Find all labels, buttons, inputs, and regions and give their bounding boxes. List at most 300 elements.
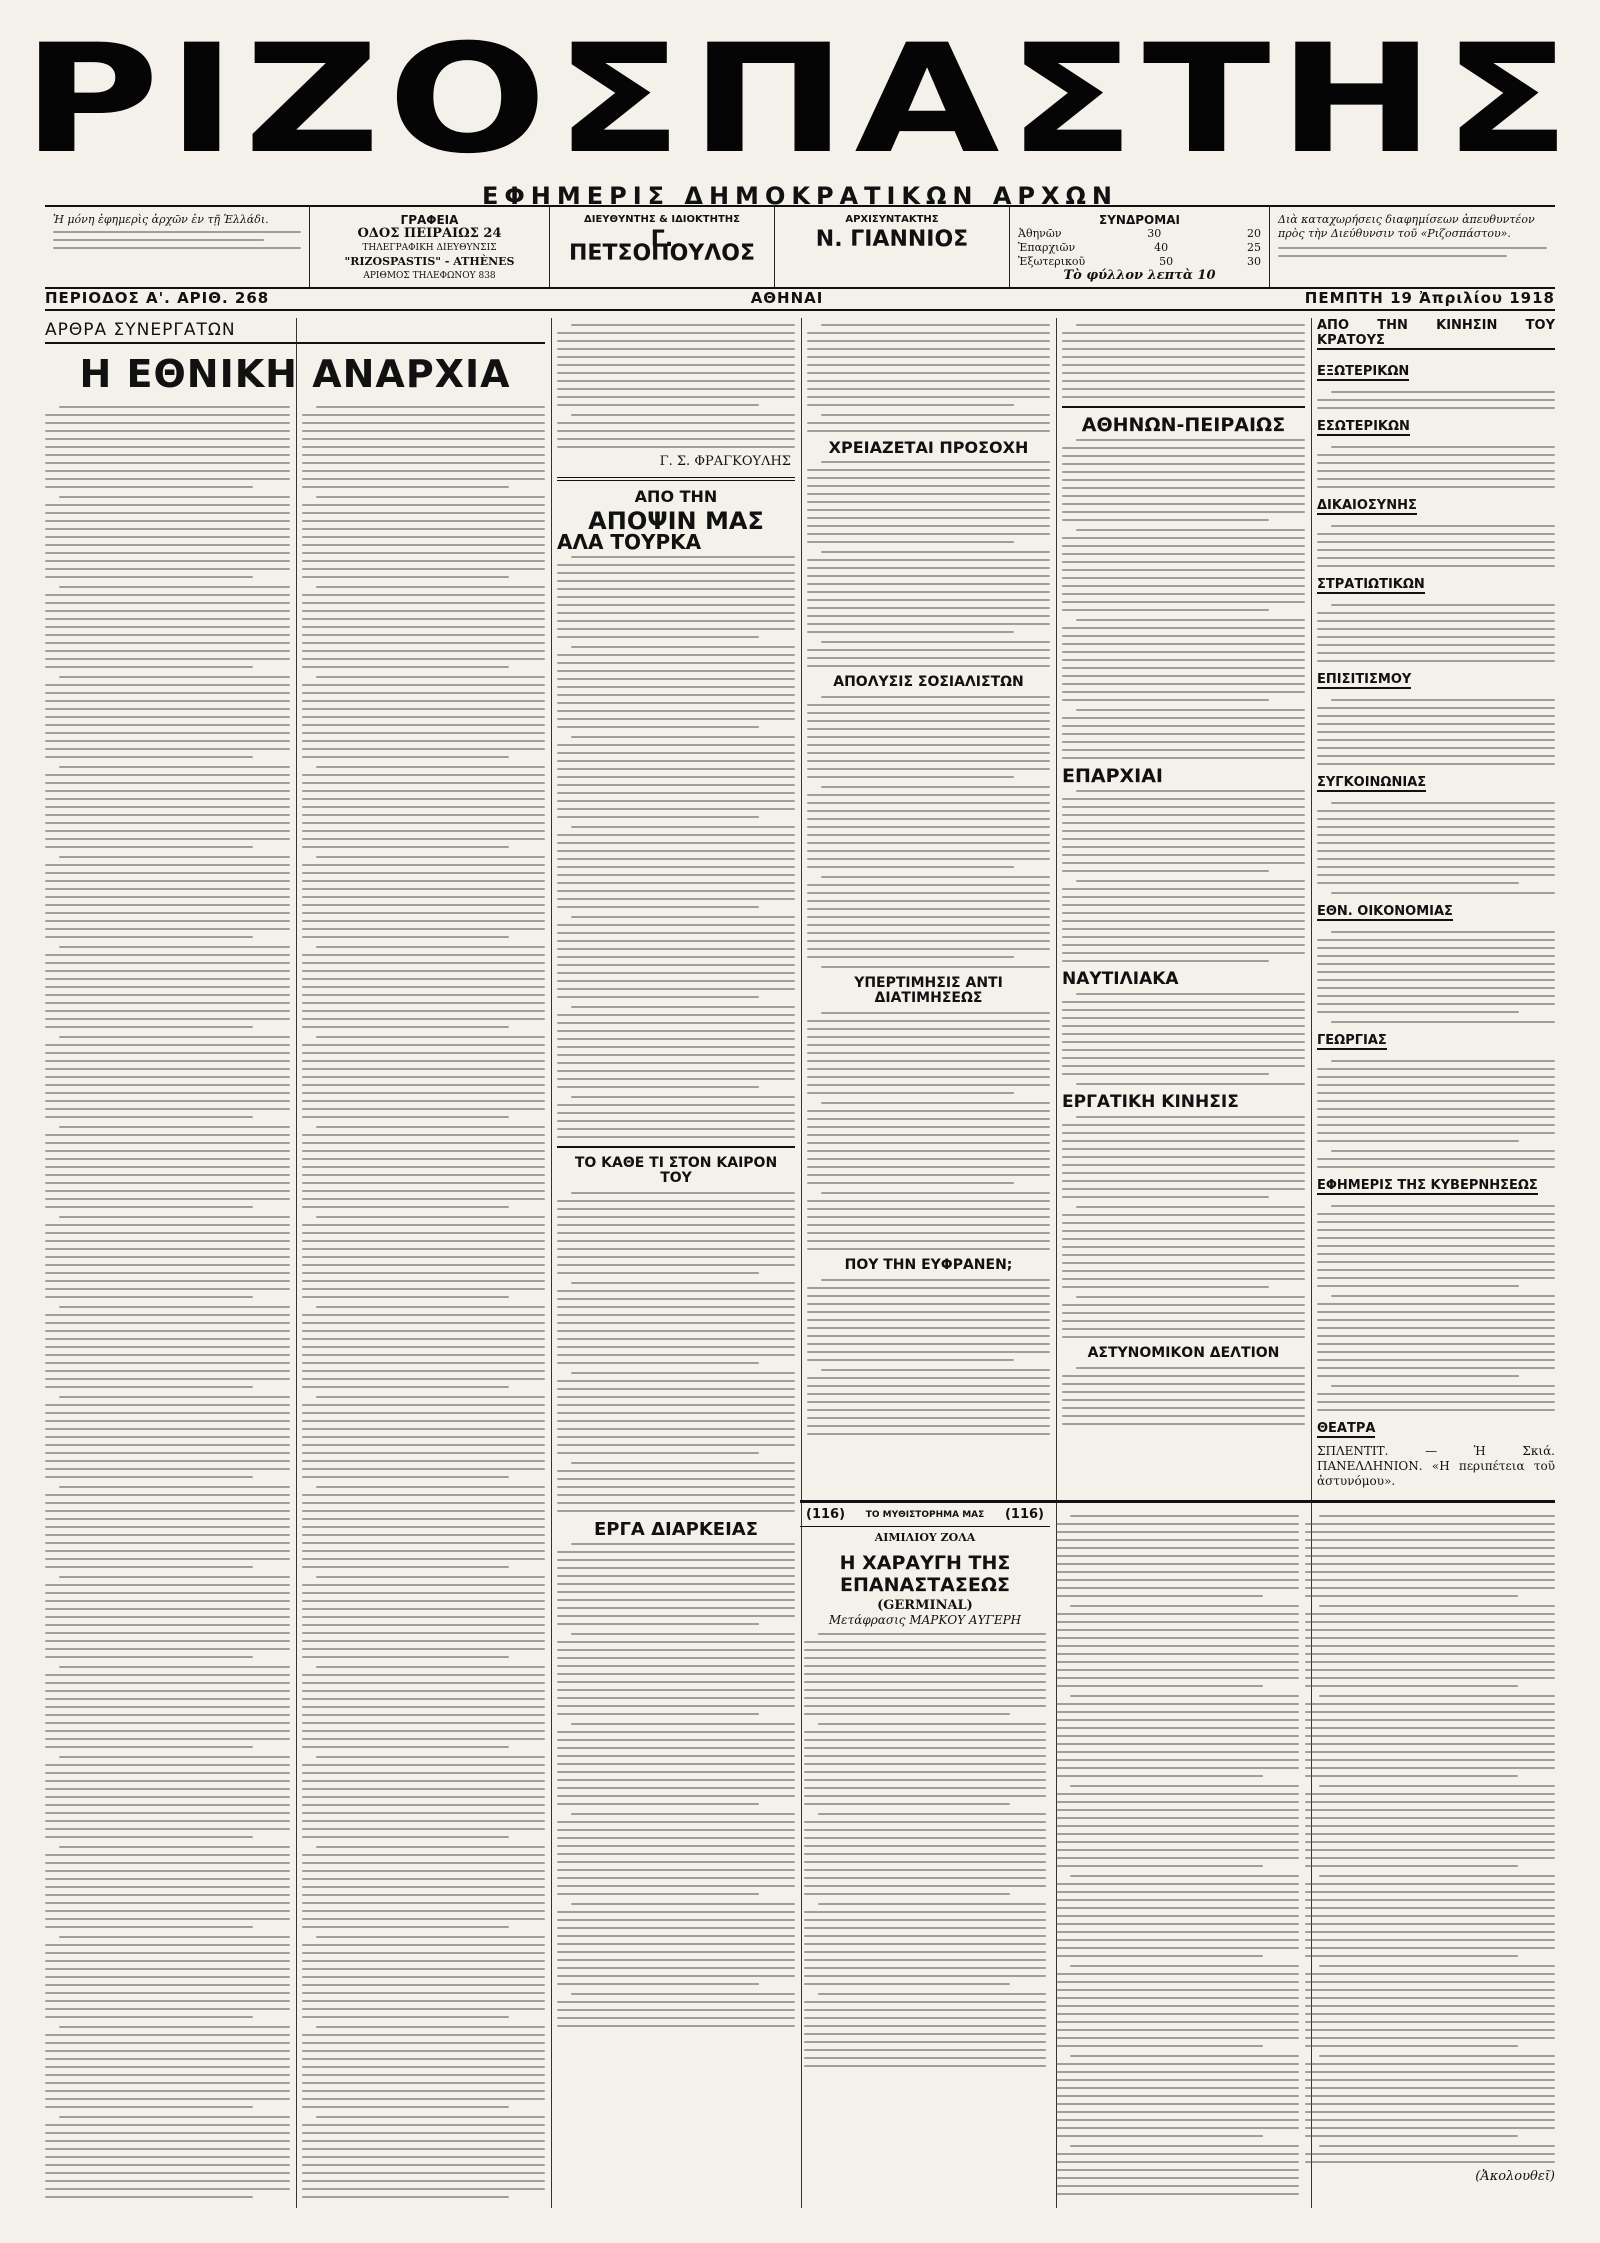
text-line [302, 798, 545, 800]
text-line [557, 1697, 795, 1699]
motto: Ἡ μόνη ἐφημερὶς ἀρχῶν ἐν τῇ Ἑλλάδι. [53, 213, 269, 226]
text-line [45, 1968, 290, 1970]
text-line [804, 1665, 1046, 1667]
text-line [1076, 709, 1305, 711]
text-line [557, 1951, 795, 1953]
subsection-headline: ΕΣΩΤΕΡΙΚΩΝ [1317, 419, 1410, 434]
text-line [1305, 1563, 1555, 1565]
text-line [1331, 892, 1555, 894]
text-line [1319, 1785, 1555, 1787]
text-line [1076, 439, 1305, 441]
text-line [45, 1542, 290, 1544]
text-line [302, 1322, 545, 1324]
text-line [1062, 569, 1305, 571]
section-headline: ΑΠΟ ΤΗΝ ΚΙΝΗΣΙΝ ΤΟΥ ΚΡΑΤΟΥΣ [1317, 318, 1555, 348]
text-line [302, 700, 545, 702]
text-line [1305, 1743, 1555, 1745]
text-line [1331, 525, 1555, 527]
text-line [557, 1306, 795, 1308]
text-line [302, 1468, 545, 1470]
text-line [45, 618, 290, 620]
date-bar [45, 287, 1555, 311]
offices-address: ΟΔΟΣ ΠΕΙΡΑΙΩΣ 24 [357, 226, 502, 241]
text-line [807, 1208, 1050, 1210]
text-line [302, 1280, 545, 1282]
text-line [302, 2058, 545, 2060]
text-line [1319, 1965, 1555, 1967]
masthead [0, 0, 1600, 210]
text-line [45, 568, 290, 570]
text-line [807, 430, 1050, 432]
text-line [807, 1303, 1050, 1305]
text-line [1317, 1319, 1555, 1321]
text-line [807, 776, 1014, 778]
text-line [1062, 1065, 1305, 1067]
continued-note: (Ἀκολουθεῖ) [1475, 2169, 1555, 2184]
text-line [557, 572, 795, 574]
text-line [1062, 627, 1305, 629]
text-line [1317, 636, 1555, 638]
text-line [1056, 1703, 1299, 1705]
text-line [1305, 1997, 1555, 1999]
text-line [1305, 2111, 1555, 2113]
text-line [316, 1846, 545, 1848]
text-line [1317, 1229, 1555, 1231]
text-line [557, 1248, 795, 1250]
text-line [557, 2001, 795, 2003]
text-line [45, 1592, 290, 1594]
text-line [45, 422, 290, 424]
text-line [1062, 635, 1305, 637]
text-line [557, 694, 795, 696]
text-line [818, 1813, 1046, 1815]
text-line [804, 1705, 1046, 1707]
text-line [1062, 1423, 1305, 1425]
text-line [45, 920, 290, 922]
text-line [571, 1282, 795, 1284]
text-line [1331, 1021, 1555, 1023]
text-line [302, 724, 545, 726]
text-line [807, 760, 1050, 762]
text-line [45, 2124, 290, 2126]
newspaper-title: ΡΙΖΟΣΠΑΣΤΗΣ [21, 13, 1579, 187]
text-line [1317, 1327, 1555, 1329]
text-line [557, 1502, 795, 1504]
text-line [302, 1534, 545, 1536]
text-line [557, 752, 795, 754]
text-line [557, 1200, 795, 1202]
text-line [807, 1182, 1014, 1184]
text-line [1317, 1076, 1555, 1078]
text-line [45, 1690, 290, 1692]
text-line [302, 1894, 545, 1896]
text-line [1317, 1011, 1519, 1013]
text-line [807, 1401, 1050, 1403]
text-line [557, 1583, 795, 1585]
text-line [45, 610, 290, 612]
text-line [302, 970, 545, 972]
text-line [557, 1322, 795, 1324]
text-line [316, 496, 545, 498]
text-line [302, 1592, 545, 1594]
text-line [45, 1476, 253, 1478]
text-line [1056, 1989, 1299, 1991]
text-line [557, 1062, 795, 1064]
text-line [557, 760, 795, 762]
text-line [571, 324, 795, 326]
text-line [1305, 1899, 1555, 1901]
text-line [45, 1910, 290, 1912]
text-line [557, 1919, 795, 1921]
text-line [1305, 2021, 1555, 2023]
text-line [1056, 1523, 1299, 1525]
text-line [557, 1104, 795, 1106]
text-line [1056, 1539, 1299, 1541]
text-line [1317, 1213, 1555, 1215]
text-line [1070, 2055, 1299, 2057]
text-line [557, 1264, 795, 1266]
text-line [804, 1747, 1046, 1749]
text-line [45, 528, 290, 530]
text-line [45, 1346, 290, 1348]
text-line [807, 364, 1050, 366]
column-rule [296, 318, 297, 2208]
text-line [1331, 1150, 1555, 1152]
text-line [45, 1558, 290, 1560]
text-line [302, 1386, 509, 1388]
text-line [45, 1002, 290, 1004]
text-line [302, 1084, 545, 1086]
text-line [45, 2008, 290, 2010]
text-line [302, 504, 545, 506]
text-line [302, 1812, 545, 1814]
text-line [557, 842, 795, 844]
text-line [302, 414, 545, 416]
text-line [807, 1393, 1050, 1395]
text-line [557, 1030, 795, 1032]
subscriptions-box [1010, 207, 1270, 287]
text-line [1056, 1857, 1299, 1859]
text-line [807, 559, 1050, 561]
text-line [1056, 2153, 1299, 2155]
subscription-row: Ἐπαρχιῶν 40 25 [1018, 241, 1261, 254]
text-line [1305, 1629, 1555, 1631]
text-line [807, 1327, 1050, 1329]
text-line [45, 2074, 290, 2076]
text-line [804, 2057, 1046, 2059]
text-line [804, 1713, 1010, 1715]
text-line [557, 1380, 795, 1382]
text-line [1062, 749, 1305, 751]
text-line [45, 1206, 253, 1208]
text-line [45, 732, 290, 734]
text-line [1062, 838, 1305, 840]
text-line [804, 1795, 1046, 1797]
text-line [557, 628, 795, 630]
text-line [45, 454, 290, 456]
text-line [557, 956, 795, 958]
text-line [1062, 1399, 1305, 1401]
text-line [1305, 1865, 1518, 1867]
text-line [302, 1640, 545, 1642]
text-line [1076, 324, 1305, 326]
installment-number: (116) [806, 1507, 846, 1522]
text-line [807, 1232, 1050, 1234]
text-line [557, 1494, 795, 1496]
lead-article [45, 318, 545, 408]
text-line [1331, 446, 1555, 448]
text-line [557, 834, 795, 836]
text-line [1317, 470, 1555, 472]
text-line [1317, 842, 1555, 844]
text-line [557, 948, 795, 950]
text-line [302, 1510, 545, 1512]
text-line [45, 2132, 290, 2134]
text-line [45, 1820, 290, 1822]
text-line [45, 1812, 290, 1814]
text-line [1062, 683, 1305, 685]
text-line [821, 786, 1050, 788]
text-line [557, 1412, 795, 1414]
section-headline: ΝΑΥΤΙΛΙΑΚΑ [1062, 969, 1179, 989]
text-line [1317, 454, 1555, 456]
text-line [557, 396, 795, 398]
text-line [45, 904, 290, 906]
text-line [302, 650, 545, 652]
text-line [821, 1192, 1050, 1194]
text-line [302, 1886, 545, 1888]
text-line [302, 1428, 545, 1430]
text-line [1317, 1335, 1555, 1337]
text-line [804, 1919, 1046, 1921]
text-line [302, 1044, 545, 1046]
text-line [302, 1706, 545, 1708]
text-line [1317, 549, 1555, 551]
text-line [1305, 1841, 1555, 1843]
text-line [45, 1386, 253, 1388]
section-kicker: ΑΠΟ ΤΗΝ [634, 487, 718, 506]
text-line [302, 1436, 545, 1438]
text-line [45, 2090, 290, 2092]
text-line [45, 1746, 253, 1748]
text-line [45, 1502, 290, 1504]
text-line [557, 1338, 795, 1340]
text-line [45, 970, 290, 972]
text-line [45, 978, 290, 980]
text-line [302, 1558, 545, 1560]
text-line [302, 544, 545, 546]
text-line [302, 626, 545, 628]
text-line [45, 756, 253, 758]
text-line [302, 1100, 545, 1102]
text-line [557, 332, 795, 334]
text-line [807, 948, 1050, 950]
text-line [302, 1616, 545, 1618]
text-line [557, 636, 759, 638]
text-line [45, 1404, 290, 1406]
text-line [557, 890, 795, 892]
text-line [302, 1502, 545, 1504]
director-box [550, 207, 775, 287]
text-line [557, 1755, 795, 1757]
text-line [1305, 2161, 1555, 2163]
motto-box [45, 207, 310, 287]
text-line [807, 1417, 1050, 1419]
text-line [45, 1052, 290, 1054]
text-line [557, 1567, 795, 1569]
text-line [302, 1976, 545, 1978]
text-line [1056, 1809, 1299, 1811]
text-line [1056, 1841, 1299, 1843]
editor-label: ΑΡΧΙΣΥΝΤΑΚΤΗΣ [845, 214, 939, 225]
text-line [302, 2132, 545, 2134]
text-line [316, 676, 545, 678]
text-line [302, 594, 545, 596]
text-line [302, 2172, 545, 2174]
text-line [302, 904, 545, 906]
text-line [302, 1060, 545, 1062]
text-line [45, 594, 290, 596]
text-line [316, 406, 545, 408]
novel-translator: Μετάφρασις ΜΑΡΚΟΥ ΑΥΓΕΡΗ [828, 1613, 1022, 1627]
text-line [1305, 2103, 1555, 2105]
text-line [807, 665, 1050, 667]
text-line [807, 575, 1050, 577]
text-line [302, 1198, 545, 1200]
text-line [1056, 1759, 1299, 1761]
text-line [302, 2082, 545, 2084]
text-line [1331, 802, 1555, 804]
text-line [45, 1534, 290, 1536]
text-line [571, 1723, 795, 1725]
text-line [302, 1232, 545, 1234]
text-line [1317, 995, 1555, 997]
text-line [1317, 731, 1555, 733]
novel-original-title: (GERMINAL) [877, 1598, 973, 1613]
text-line [302, 478, 545, 480]
text-line [59, 1216, 290, 1218]
text-line [45, 446, 290, 448]
text-line [302, 1412, 545, 1414]
text-line [807, 1240, 1050, 1242]
text-line [45, 430, 290, 432]
text-line [1056, 1637, 1299, 1639]
text-line [302, 520, 545, 522]
text-line [1062, 814, 1305, 816]
text-line [557, 588, 795, 590]
text-line [302, 1076, 545, 1078]
text-line [302, 1632, 545, 1634]
text-line [302, 774, 545, 776]
text-line [1056, 1801, 1299, 1803]
text-line [1317, 644, 1555, 646]
text-line [302, 954, 545, 956]
text-line [1305, 1579, 1555, 1581]
text-line [45, 1828, 290, 1830]
text-line [804, 1959, 1046, 1961]
text-line [557, 1290, 795, 1292]
text-line [1062, 503, 1305, 505]
text-line [1317, 1367, 1555, 1369]
text-line [302, 978, 545, 980]
text-line [1056, 1677, 1299, 1679]
text-line [557, 874, 795, 876]
text-line [302, 2042, 545, 2044]
text-line [807, 1068, 1050, 1070]
text-line [1056, 1563, 1299, 1565]
text-line [1062, 846, 1305, 848]
text-line [804, 1861, 1046, 1863]
text-line [557, 792, 795, 794]
text-line [45, 2156, 290, 2158]
text-line [1317, 1277, 1555, 1279]
text-line [807, 1150, 1050, 1152]
text-line [1317, 1158, 1555, 1160]
text-line [45, 1370, 290, 1372]
text-line [45, 1494, 290, 1496]
text-line [1317, 1108, 1555, 1110]
text-line [45, 2000, 290, 2002]
phone-number: ΑΡΙΘΜΟΣ ΤΗΛΕΦΩΝΟΥ 838 [363, 271, 496, 281]
text-line [557, 1795, 795, 1797]
text-line [804, 1935, 1046, 1937]
text-line [316, 1126, 545, 1128]
text-line [557, 1747, 795, 1749]
text-line [302, 1174, 545, 1176]
text-line [571, 916, 795, 918]
text-line [302, 1272, 545, 1274]
lead-article-col2 [302, 400, 545, 2200]
text-line [1305, 1751, 1555, 1753]
text-line [1317, 955, 1555, 957]
text-line [45, 1722, 290, 1724]
text-line [45, 478, 290, 480]
text-line [1062, 1230, 1305, 1232]
text-line [571, 1813, 795, 1815]
text-line [807, 631, 1014, 633]
text-line [316, 1756, 545, 1758]
text-line [302, 1566, 509, 1568]
text-line [45, 1232, 290, 1234]
text-line [59, 766, 290, 768]
text-line [807, 1409, 1050, 1411]
text-line [302, 422, 545, 424]
text-line [1056, 1613, 1299, 1615]
text-line [45, 1412, 290, 1414]
text-line [807, 1020, 1050, 1022]
text-line [1056, 2119, 1299, 2121]
text-line [302, 864, 545, 866]
text-line [59, 1756, 290, 1758]
text-line [1062, 1415, 1305, 1417]
text-line [557, 620, 795, 622]
text-line [807, 728, 1050, 730]
text-line [1056, 2135, 1263, 2137]
text-line [1317, 979, 1555, 981]
text-line [1056, 1571, 1299, 1573]
text-line [1317, 1092, 1555, 1094]
text-line [557, 1731, 795, 1733]
text-line [316, 1666, 545, 1668]
text-line [1317, 1166, 1555, 1168]
text-line [807, 1158, 1050, 1160]
text-line [302, 2000, 545, 2002]
text-line [1076, 529, 1305, 531]
text-line [45, 1452, 290, 1454]
text-line [804, 1787, 1046, 1789]
text-line [1076, 1367, 1305, 1369]
text-line [302, 1248, 545, 1250]
